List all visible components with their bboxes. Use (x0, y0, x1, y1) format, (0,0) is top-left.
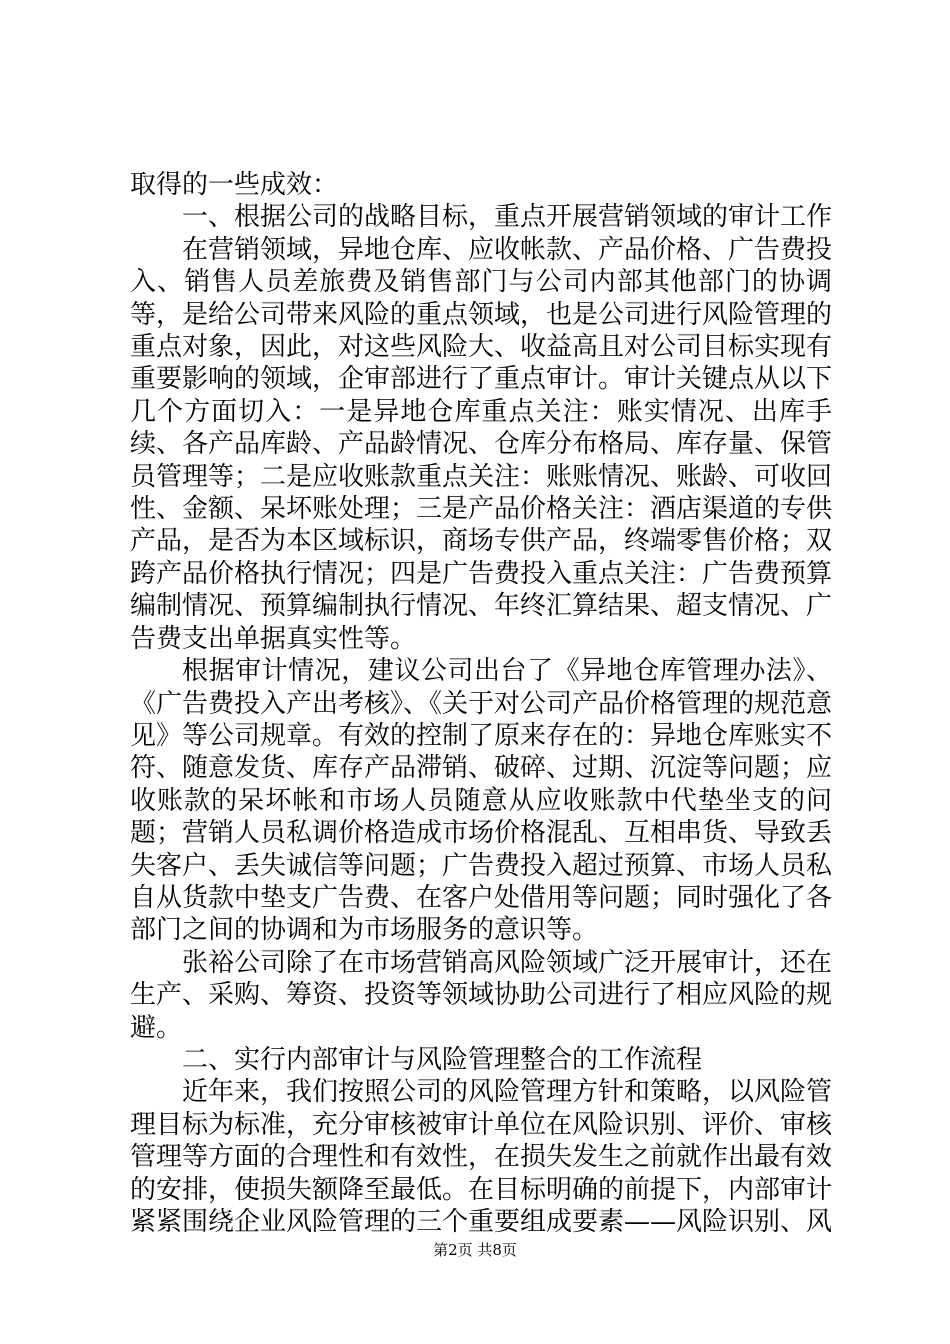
paragraph-risk-process: 近年来，我们按照公司的风险管理方针和策略，以风险管理目标为标准，充分审核被审计单位在风险识别、评价、审核管理等方面的合理性和有效性，在损失发生之前就作出最有效的安排，使损失额降至最低。在目标明确的前提下，内部审计紧紧围绕企业风险管理的三个重要组成要素——风险识别、风 (130, 1077, 833, 1237)
paragraph-marketing-audit: 在营销领域，异地仓库、应收帐款、产品价格、广告费投入、销售人员差旅费及销售部门与公司内部其他部门的协调等，是给公司带来风险的重点领域，也是公司进行风险管理的重点对象，因此，对这些风险大、收益高且对公司目标实现有重要影响的领域，企审部进行了重点审计。审计关键点从以下几个方面切入：一是异地仓库重点关注：账实情况、出库手续、各产品库龄、产品龄情况、仓库分布格局、库存量、保管员管理等；二是应收账款重点关注：账账情况、账龄、可收回性、金额、呆坏账处理；三是产品价格关注：酒店渠道的专供产品，是否为本区域标识，商场专供产品，终端零售价格；双跨产品价格执行情况；四是广告费投入重点关注：广告费预算编制情况、预算编制执行情况、年终汇算结果、超支情况、广告费支出单据真实性等。 (130, 234, 833, 654)
paragraph-intro: 取得的一些成效： (130, 170, 339, 200)
page-number-label: 第2页 共8页 (433, 1241, 517, 1259)
paragraph-regulations: 根据审计情况，建议公司出台了《异地仓库管理办法》、《广告费投入产出考核》、《关于对公司产品价格管理的规范意见》等公司规章。有效的控制了原来存在的：异地仓库账实不符、随意发货、库存产品滞销、破碎、过期、沉淀等问题；应收账款的呆坏帐和市场人员随意从应收账款中代垫坐支的问题；营销人员私调价格造成市场价格混乱、互相串货、导致丢失客户、丢失诚信等问题；广告费投入超过预算、市场人员私自从货款中垫支广告费、在客户处借用等问题；同时强化了各部门之间的协调和为市场服务的意识等。 (130, 656, 833, 946)
section-heading-1: 一、根据公司的战略目标，重点开展营销领域的审计工作 (182, 202, 833, 233)
document-body (130, 169, 832, 1238)
section-heading-2: 二、实行内部审计与风险管理整合的工作流程 (182, 1044, 703, 1075)
paragraph-other-areas: 张裕公司除了在市场营销高风险领域广泛开展审计，还在生产、采购、筹资、投资等领域协助公司进行了相应风险的规避。 (130, 947, 833, 1043)
page-footer (0, 1240, 950, 1260)
